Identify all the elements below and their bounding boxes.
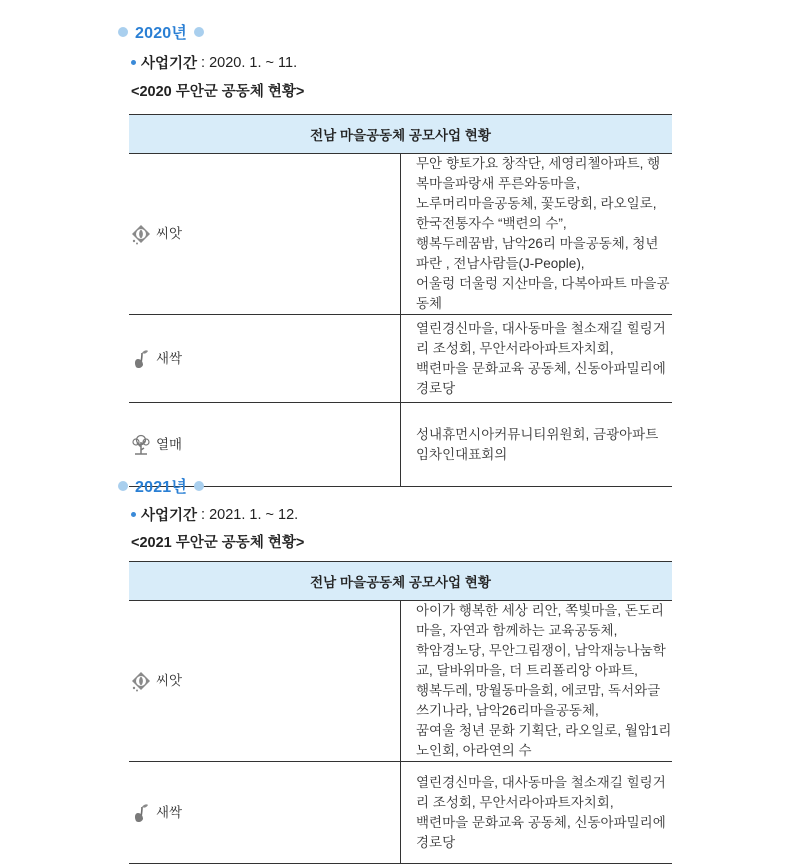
period-label: 사업기간 (141, 508, 198, 524)
category-cell (129, 762, 401, 864)
table-row (129, 315, 672, 403)
table-title: <2020 무안군 공동체 현황> (131, 84, 305, 100)
category-cell (129, 154, 401, 315)
table-header: 전남 마을공동체 공모사업 현황 (129, 115, 672, 154)
year-title: 2021년 (135, 479, 188, 496)
decor-dot-icon (118, 481, 128, 491)
category-label: 새싹 (156, 804, 183, 820)
content-line: 어울렁 더울렁 지산마을, 다복아파트 마을공동체 (416, 276, 670, 311)
status-table (129, 114, 672, 487)
bullet-icon (131, 512, 136, 517)
content-line: 행복두레, 망월동마을회, 에코맘, 독서와글쓰기나라, 남악26리마을공동체, (416, 683, 661, 718)
content-line: 학암경노당, 무안그림쟁이, 남악재능나눔학교, 달바위마을, 더 트리폴리앙 아파트, (416, 643, 666, 678)
table-row (129, 403, 672, 487)
content-line: 노루머리마을공동체, 꽃도랑회, 라오일로, 한국전통자수 “백련의 수”, (416, 196, 657, 231)
period-value: : 2021. 1. ~ 12. (201, 506, 299, 523)
content-line: 행복두레꿈밤, 남악26리 마을공동체, 청년 파란 , 전남사람들(J-People), (416, 236, 659, 271)
content-line: 열린경신마을, 대사동마을 철소재길 힐링거리 조성회, 무안서라아파트자치회, (416, 320, 666, 356)
decor-dot-icon (118, 27, 128, 37)
content-line: 성내휴먼시아커뮤니티위원회, 금광아파트 임차인대표회의 (416, 426, 659, 462)
table-row (129, 762, 672, 864)
content-cell (401, 601, 673, 762)
content-cell (401, 315, 673, 403)
seed-icon (129, 222, 153, 246)
content-line: 무안 향토가요 창작단, 세영리첼아파트, 행복마을파랑새 푸른와동마을, (416, 156, 661, 191)
business-period (131, 52, 297, 73)
content-line: 백련마을 문화교육 공동체, 신동아파밀리에 경로당 (416, 360, 666, 396)
bullet-icon (131, 60, 136, 65)
category-label: 씨앗 (156, 226, 183, 241)
category-cell (129, 601, 401, 762)
year-title: 2020년 (135, 25, 188, 42)
period-value: : 2020. 1. ~ 11. (201, 54, 298, 71)
content-cell (401, 403, 673, 487)
content-cell (401, 154, 673, 315)
table-row (129, 154, 672, 315)
table-row (129, 601, 672, 762)
sprout-icon (129, 801, 153, 825)
business-period (131, 504, 298, 525)
year-heading (118, 20, 204, 43)
year-heading (118, 474, 204, 497)
seed-icon (129, 669, 153, 693)
category-label: 새싹 (156, 350, 183, 366)
decor-dot-icon (194, 27, 204, 37)
decor-dot-icon (194, 481, 204, 491)
category-label: 씨앗 (156, 673, 183, 688)
content-line: 꿈여울 청년 문화 기획단, 라오일로, 월암1리노인회, 아라연의 수 (416, 723, 672, 758)
tree-icon (129, 433, 153, 457)
sprout-icon (129, 347, 153, 371)
content-line: 백련마을 문화교육 공동체, 신동아파밀리에 경로당 (416, 814, 666, 850)
category-cell (129, 315, 401, 403)
content-line: 아이가 행복한 세상 리안, 쪽빛마을, 돈도리마을, 자연과 함께하는 교육공동체, (416, 603, 664, 638)
table-title: <2021 무안군 공동체 현황> (131, 535, 305, 551)
table-header: 전남 마을공동체 공모사업 현황 (129, 562, 672, 601)
content-line: 열린경신마을, 대사동마을 철소재길 힐링거리 조성회, 무안서라아파트자치회, (416, 774, 666, 810)
category-label: 열매 (156, 436, 183, 452)
content-cell (401, 762, 673, 864)
status-table (129, 561, 672, 864)
period-label: 사업기간 (141, 56, 198, 72)
